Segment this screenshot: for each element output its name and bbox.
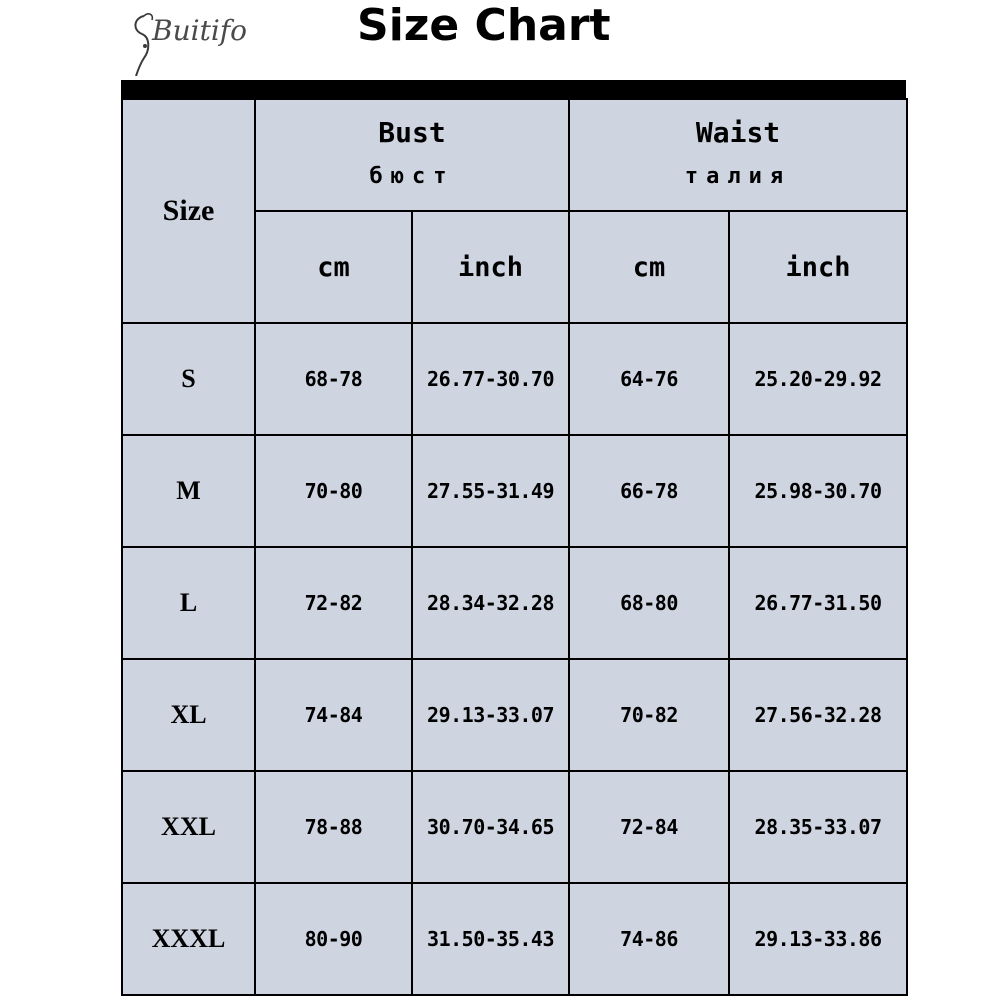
logo-text: Buitifo [152,14,247,47]
bust-cm-cell: 74-84 [255,659,412,771]
waist-header-label-ru: талия [684,164,792,189]
size-cell: XXL [122,771,255,883]
table-row [122,659,907,771]
table-row [122,771,907,883]
size-cell: S [122,323,255,435]
waist-cm-header: cm [569,211,729,323]
header-row-groups [122,99,907,211]
size-cell: XL [122,659,255,771]
size-chart-table [121,98,908,996]
bust-cm-cell: 68-78 [255,323,412,435]
bust-inch-cell: 26.77-30.70 [412,323,569,435]
waist-cm-cell: 66-78 [569,435,729,547]
table-row [122,435,907,547]
waist-header-label: Waist [695,116,781,149]
waist-group-header [569,99,907,211]
size-cell: XXXL [122,883,255,995]
waist-cm-cell: 72-84 [569,771,729,883]
waist-inch-cell: 29.13-33.86 [729,883,907,995]
bust-cm-cell: 70-80 [255,435,412,547]
bust-group-header [255,99,569,211]
table-row [122,547,907,659]
waist-inch-cell: 28.35-33.07 [729,771,907,883]
bust-inch-cell: 28.34-32.28 [412,547,569,659]
size-cell: L [122,547,255,659]
waist-inch-cell: 26.77-31.50 [729,547,907,659]
page-title: Size Chart [357,0,611,51]
table-row [122,323,907,435]
waist-cm-cell: 70-82 [569,659,729,771]
waist-cm-cell: 74-86 [569,883,729,995]
brand-logo [128,6,288,76]
waist-inch-cell: 27.56-32.28 [729,659,907,771]
table-row [122,883,907,995]
bust-inch-cell: 31.50-35.43 [412,883,569,995]
bust-inch-header: inch [412,211,569,323]
bust-cm-cell: 72-82 [255,547,412,659]
bust-inch-cell: 27.55-31.49 [412,435,569,547]
size-column-header: Size [122,99,255,323]
size-cell: M [122,435,255,547]
waist-inch-header: inch [729,211,907,323]
bust-cm-cell: 80-90 [255,883,412,995]
bust-cm-cell: 78-88 [255,771,412,883]
bust-header-label: Bust [378,116,446,149]
bust-cm-header: cm [255,211,412,323]
bust-inch-cell: 30.70-34.65 [412,771,569,883]
waist-cm-cell: 64-76 [569,323,729,435]
bust-header-label-ru: бюст [369,164,455,189]
waist-inch-cell: 25.98-30.70 [729,435,907,547]
table-top-bar [121,80,906,99]
waist-inch-cell: 25.20-29.92 [729,323,907,435]
waist-cm-cell: 68-80 [569,547,729,659]
bust-inch-cell: 29.13-33.07 [412,659,569,771]
